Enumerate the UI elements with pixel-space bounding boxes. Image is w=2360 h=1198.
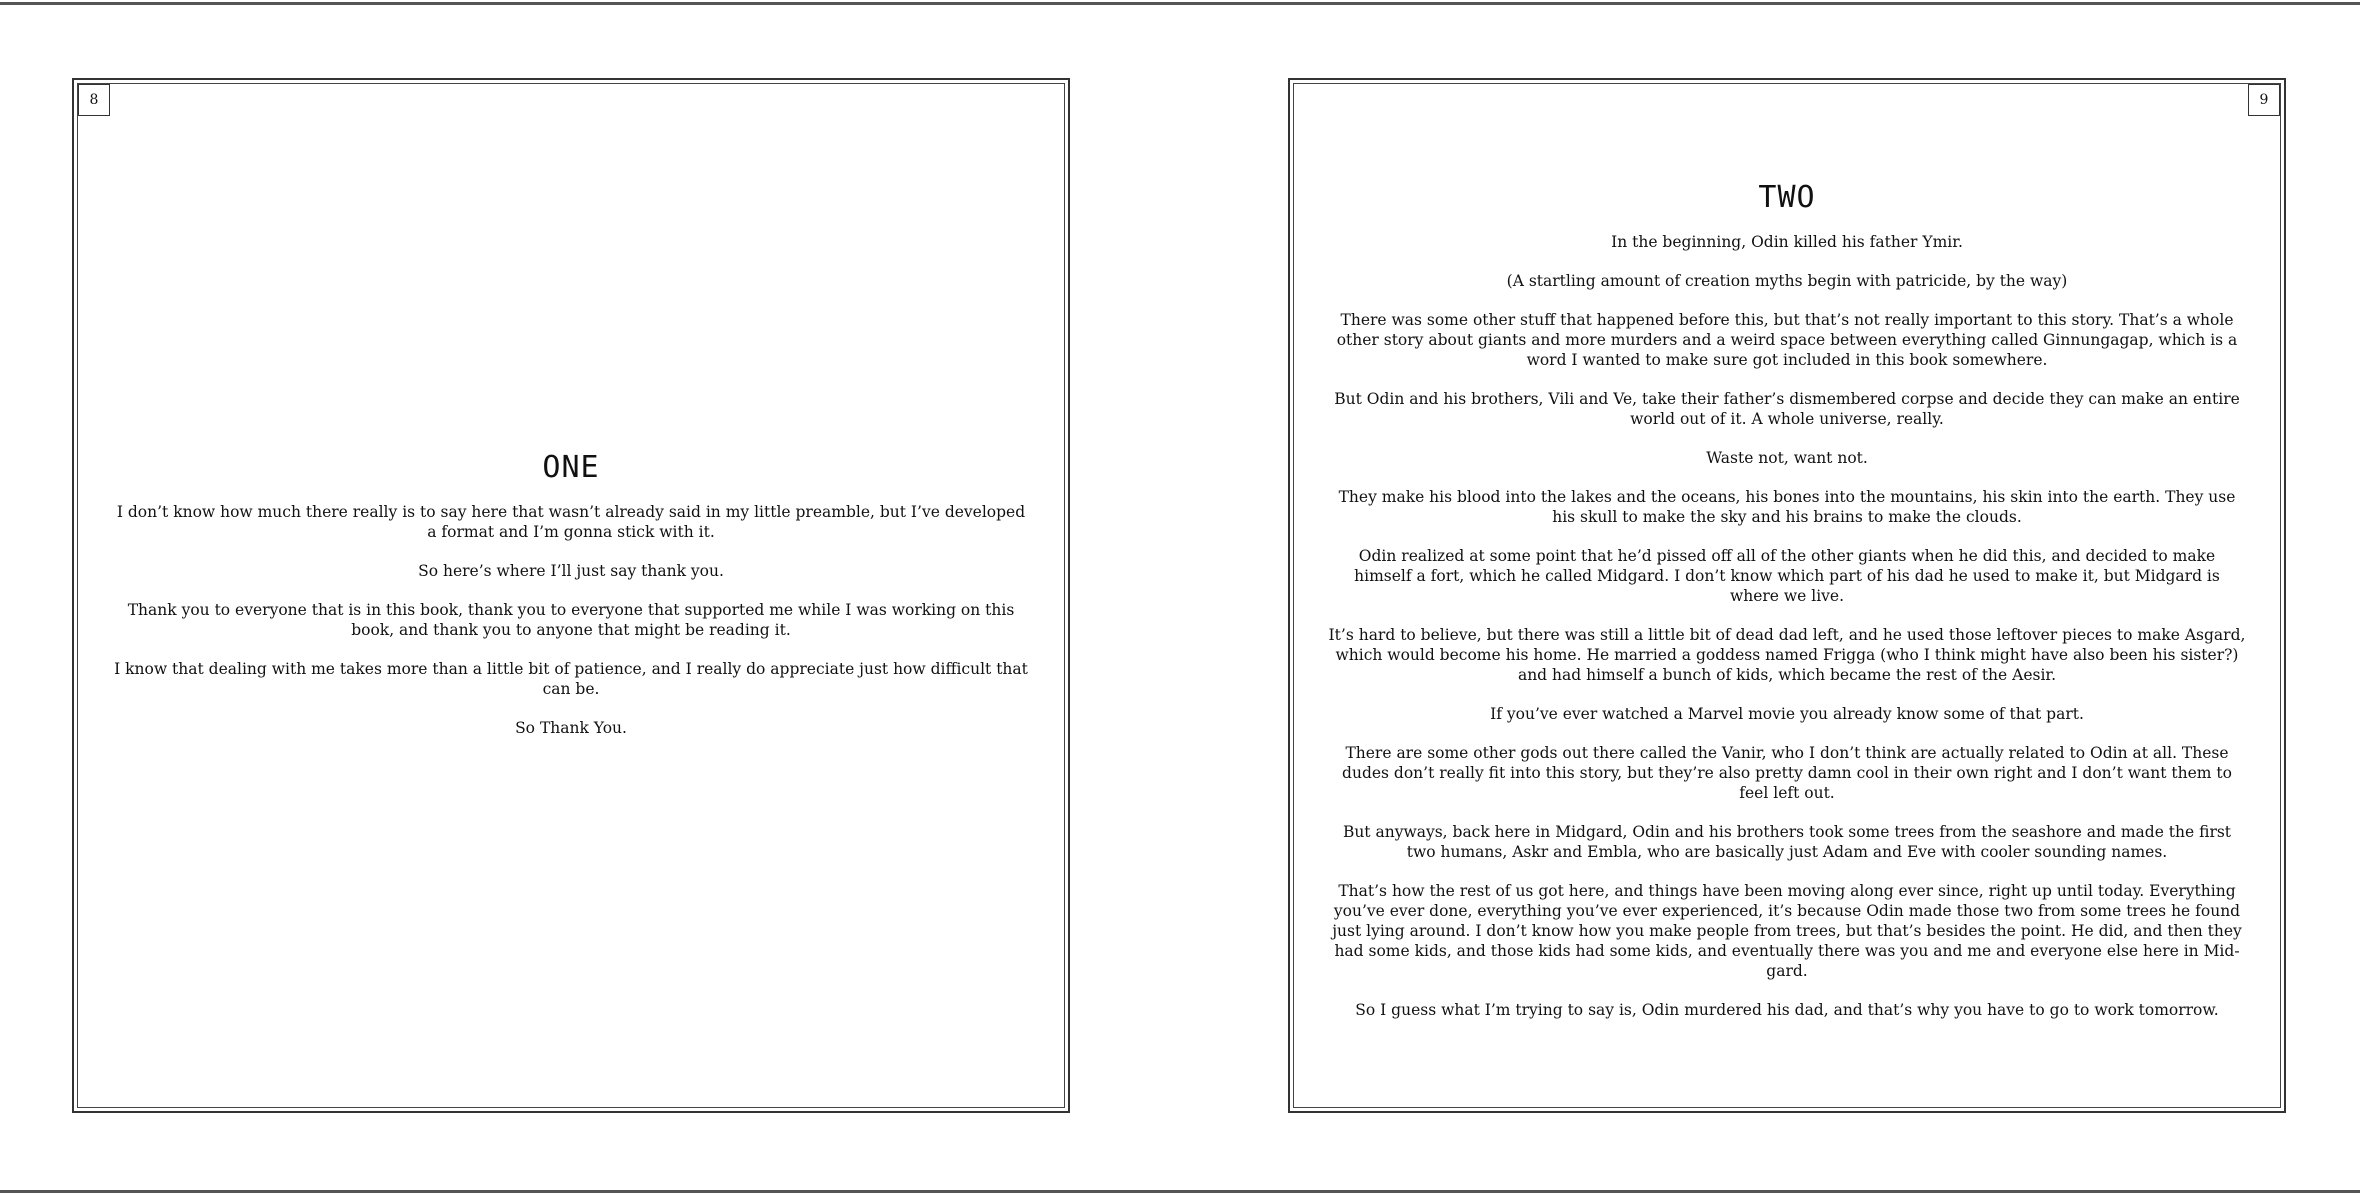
page-content: [1328, 180, 2246, 1039]
bottom-divider: [0, 1190, 2360, 1193]
paragraph: Odin realized at some point that he’d pissed off all of the other giants when he did this, and decided to make himself a fort, which he called Midgard. I don’t know which part of his dad he used to make it, but Midgard is where we live.: [1354, 547, 2220, 605]
paragraph: Waste not, want not.: [1706, 449, 1868, 467]
paragraph: If you’ve ever watched a Marvel movie you already know some of that part.: [1490, 705, 2084, 723]
paragraph: But Odin and his brothers, Vili and Ve, take their father’s dismembered corpse and decide they can make an entire world out of it. A whole universe, really.: [1334, 390, 2240, 428]
paragraph: (A startling amount of creation myths begin with patricide, by the way): [1506, 272, 2068, 290]
paragraph: It’s hard to believe, but there was still a little bit of dead dad left, and he used those leftover pieces to make Asgard, which would become his home. He married a goddess named Frigga (who I think might have also been his sister?) and had himself a bunch of kids, which became the rest of the Aesir.: [1328, 626, 2246, 684]
page-number: 8: [78, 84, 110, 116]
page-number: 9: [2248, 84, 2280, 116]
paragraph: So here’s where I’ll just say thank you.: [418, 562, 724, 580]
paragraph: There was some other stuff that happened before this, but that’s not really important to this story. That’s a whole other story about giants and more murders and a weird space between everything called Ginnungagap, which is a word I wanted to make sure got included in this book somewhere.: [1336, 311, 2238, 369]
chapter-title: ONE: [542, 450, 600, 485]
chapter-title: TWO: [1758, 180, 1816, 215]
left-page: [72, 78, 1070, 1113]
paragraph: That’s how the rest of us got here, and things have been moving along ever since, right up until today. Everything you’ve ever done, everything you’ve ever experienced, it’s because Odin made those two from some trees he found just lying around. I don’t know how you make people from trees, but that’s besides the point. He did, and then they had some kids, and those kids had some kids, and eventually there was you and me and everyone else here in Mid-gard.: [1332, 882, 2242, 980]
paragraph: I don’t know how much there really is to say here that wasn’t already said in my little preamble, but I’ve developed a format and I’m gonna stick with it.: [116, 503, 1026, 541]
paragraph: There are some other gods out there called the Vanir, who I don’t think are actually related to Odin at all. These dudes don’t really fit into this story, but they’re also pretty damn cool in their own right and I don’t want them to feel left out.: [1342, 744, 2232, 802]
page-content: [114, 450, 1028, 757]
top-divider: [0, 2, 2360, 5]
paragraph: But anyways, back here in Midgard, Odin and his brothers took some trees from the seashore and made the first two humans, Askr and Embla, who are basically just Adam and Eve with cooler sounding names.: [1342, 823, 2232, 861]
paragraph: In the beginning, Odin killed his father Ymir.: [1611, 233, 1963, 251]
right-page: [1288, 78, 2286, 1113]
paragraph: They make his blood into the lakes and the oceans, his bones into the mountains, his skin into the earth. They use his skull to make the sky and his brains to make the clouds.: [1338, 488, 2236, 526]
paragraph: So Thank You.: [515, 719, 627, 737]
paragraph: Thank you to everyone that is in this book, thank you to everyone that supported me while I was working on this book, and thank you to anyone that might be reading it.: [127, 601, 1015, 639]
paragraph: So I guess what I’m trying to say is, Odin murdered his dad, and that’s why you have to go to work tomorrow.: [1355, 1001, 2219, 1019]
paragraph: I know that dealing with me takes more than a little bit of patience, and I really do appreciate just how difficult that can be.: [114, 660, 1028, 698]
